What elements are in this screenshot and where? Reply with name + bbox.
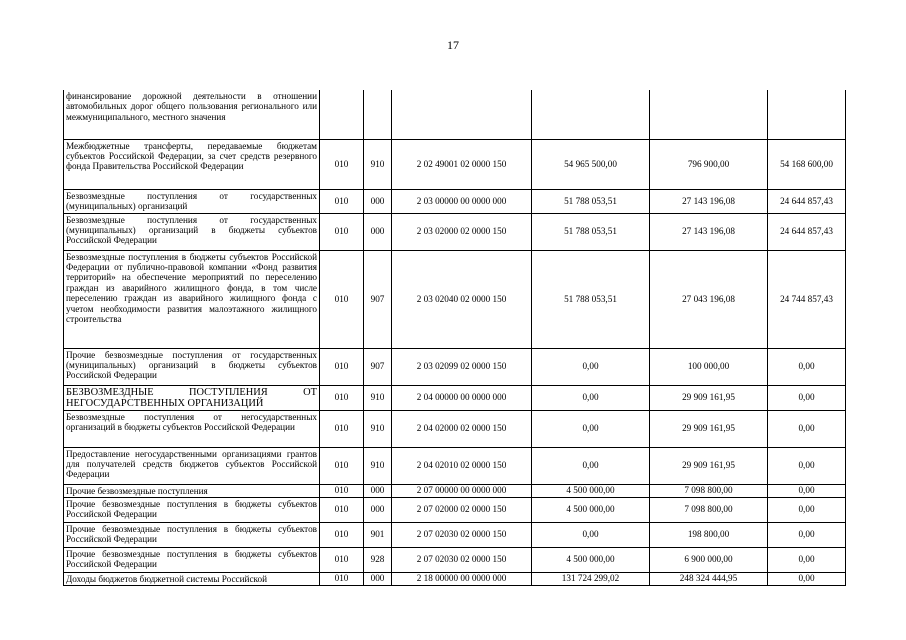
row-value-3: 0,00 xyxy=(768,447,846,484)
row-value-1: 0,00 xyxy=(532,385,650,410)
row-value-1: 131 724 299,02 xyxy=(532,572,650,585)
row-value-3: 0,00 xyxy=(768,547,846,572)
row-value-3: 0,00 xyxy=(768,572,846,585)
row-admin xyxy=(364,90,392,139)
row-kbk: 2 07 00000 00 0000 000 xyxy=(392,484,532,497)
table-row xyxy=(64,189,846,213)
page-number: 17 xyxy=(447,38,459,52)
table-row xyxy=(64,484,846,497)
row-value-3: 0,00 xyxy=(768,484,846,497)
row-code: 010 xyxy=(320,522,364,547)
row-code: 010 xyxy=(320,547,364,572)
table-row xyxy=(64,497,846,522)
row-value-3: 0,00 xyxy=(768,522,846,547)
row-kbk: 2 04 02000 02 0000 150 xyxy=(392,410,532,447)
row-value-1: 4 500 000,00 xyxy=(532,497,650,522)
row-name: Доходы бюджетов бюджетной системы Российской xyxy=(64,572,320,585)
row-admin: 928 xyxy=(364,547,392,572)
row-kbk: 2 07 02030 02 0000 150 xyxy=(392,547,532,572)
row-kbk: 2 07 02000 02 0000 150 xyxy=(392,497,532,522)
row-value-2: 248 324 444,95 xyxy=(650,572,768,585)
row-value-2: 27 143 196,08 xyxy=(650,213,768,250)
row-name: финансирование дорожной деятельности в отношении автомобильных дорог общего пользования регионального или межмуниципального, местного значения xyxy=(64,90,320,139)
table-row xyxy=(64,447,846,484)
row-admin: 910 xyxy=(364,139,392,189)
row-value-3: 0,00 xyxy=(768,348,846,385)
row-admin: 000 xyxy=(364,213,392,250)
row-value-2: 7 098 800,00 xyxy=(650,497,768,522)
row-value-3: 0,00 xyxy=(768,497,846,522)
row-code: 010 xyxy=(320,410,364,447)
row-name: Безвозмездные поступления от государственных (муниципальных) организаций xyxy=(64,189,320,213)
row-value-2: 29 909 161,95 xyxy=(650,410,768,447)
row-value-2: 7 098 800,00 xyxy=(650,484,768,497)
row-kbk: 2 18 00000 00 0000 000 xyxy=(392,572,532,585)
row-name: Предоставление негосударственными организациями грантов для получателей средств бюджетов субъектов Российской Федерации xyxy=(64,447,320,484)
row-kbk: 2 04 02010 02 0000 150 xyxy=(392,447,532,484)
row-value-1: 4 500 000,00 xyxy=(532,547,650,572)
row-admin: 910 xyxy=(364,447,392,484)
row-value-2: 29 909 161,95 xyxy=(650,385,768,410)
row-name: Безвозмездные поступления от государственных (муниципальных) организаций в бюджеты субъектов Российской Федерации xyxy=(64,213,320,250)
row-value-2: 6 900 000,00 xyxy=(650,547,768,572)
row-admin: 907 xyxy=(364,348,392,385)
row-code: 010 xyxy=(320,139,364,189)
row-admin: 901 xyxy=(364,522,392,547)
row-kbk xyxy=(392,90,532,139)
row-value-1: 51 788 053,51 xyxy=(532,213,650,250)
row-value-1: 0,00 xyxy=(532,522,650,547)
row-admin: 000 xyxy=(364,497,392,522)
row-admin: 910 xyxy=(364,410,392,447)
row-value-1: 0,00 xyxy=(532,447,650,484)
table-row xyxy=(64,90,846,139)
row-value-1: 51 788 053,51 xyxy=(532,189,650,213)
table-row xyxy=(64,410,846,447)
row-kbk: 2 07 02030 02 0000 150 xyxy=(392,522,532,547)
row-value-1: 0,00 xyxy=(532,348,650,385)
row-name: Прочие безвозмездные поступления в бюджеты субъектов Российской Федерации xyxy=(64,497,320,522)
row-code: 010 xyxy=(320,189,364,213)
table-row xyxy=(64,522,846,547)
row-kbk: 2 02 49001 02 0000 150 xyxy=(392,139,532,189)
row-value-3: 54 168 600,00 xyxy=(768,139,846,189)
row-code: 010 xyxy=(320,447,364,484)
row-kbk: 2 03 00000 00 0000 000 xyxy=(392,189,532,213)
row-name: Прочие безвозмездные поступления в бюджеты субъектов Российской Федерации xyxy=(64,522,320,547)
row-value-3: 24 644 857,43 xyxy=(768,213,846,250)
row-admin: 000 xyxy=(364,484,392,497)
row-code: 010 xyxy=(320,348,364,385)
row-code: 010 xyxy=(320,484,364,497)
table-row xyxy=(64,348,846,385)
row-name: Безвозмездные поступления в бюджеты субъектов Российской Федерации от публично-правовой компании «Фонд развития территорий» на обеспечение мероприятий по переселению граждан из аварийного жилищного фонда, в том числе переселению граждан из аварийного жилищного фонда с учетом необходимости развития малоэтажного жилищного строительства xyxy=(64,250,320,348)
row-code: 010 xyxy=(320,572,364,585)
row-code: 010 xyxy=(320,497,364,522)
row-name: Прочие безвозмездные поступления xyxy=(64,484,320,497)
row-code: 010 xyxy=(320,385,364,410)
row-name: Безвозмездные поступления от негосударственных организаций в бюджеты субъектов Российской Федерации xyxy=(64,410,320,447)
row-value-2: 27 043 196,08 xyxy=(650,250,768,348)
row-kbk: 2 04 00000 00 0000 000 xyxy=(392,385,532,410)
row-value-3: 24 644 857,43 xyxy=(768,189,846,213)
row-value-1: 54 965 500,00 xyxy=(532,139,650,189)
row-admin: 000 xyxy=(364,572,392,585)
row-value-1 xyxy=(532,90,650,139)
row-kbk: 2 03 02099 02 0000 150 xyxy=(392,348,532,385)
table-row xyxy=(64,547,846,572)
row-admin: 907 xyxy=(364,250,392,348)
table-row xyxy=(64,139,846,189)
row-name: БЕЗВОЗМЕЗДНЫЕ ПОСТУПЛЕНИЯ ОТ НЕГОСУДАРСТВЕННЫХ ОРГАНИЗАЦИЙ xyxy=(64,385,320,410)
table-row xyxy=(64,213,846,250)
table-row xyxy=(64,385,846,410)
row-kbk: 2 03 02000 02 0000 150 xyxy=(392,213,532,250)
table-row xyxy=(64,250,846,348)
row-value-1: 51 788 053,51 xyxy=(532,250,650,348)
row-value-2: 29 909 161,95 xyxy=(650,447,768,484)
row-value-2 xyxy=(650,90,768,139)
row-value-3: 0,00 xyxy=(768,410,846,447)
budget-table-body xyxy=(64,90,846,585)
row-value-3 xyxy=(768,90,846,139)
row-value-3: 0,00 xyxy=(768,385,846,410)
row-admin: 910 xyxy=(364,385,392,410)
row-name: Прочие безвозмездные поступления в бюджеты субъектов Российской Федерации xyxy=(64,547,320,572)
row-value-2: 100 000,00 xyxy=(650,348,768,385)
row-value-1: 0,00 xyxy=(532,410,650,447)
row-code: 010 xyxy=(320,213,364,250)
row-value-1: 4 500 000,00 xyxy=(532,484,650,497)
row-name: Прочие безвозмездные поступления от государственных (муниципальных) организаций в бюджеты субъектов Российской Федерации xyxy=(64,348,320,385)
row-value-2: 796 900,00 xyxy=(650,139,768,189)
row-value-2: 27 143 196,08 xyxy=(650,189,768,213)
row-code xyxy=(320,90,364,139)
row-value-2: 198 800,00 xyxy=(650,522,768,547)
row-admin: 000 xyxy=(364,189,392,213)
budget-table xyxy=(63,90,846,586)
row-kbk: 2 03 02040 02 0000 150 xyxy=(392,250,532,348)
row-code: 010 xyxy=(320,250,364,348)
table-row xyxy=(64,572,846,585)
row-name: Межбюджетные трансферты, передаваемые бюджетам субъектов Российской Федерации, за счет средств резервного фонда Правительства Российской Федерации xyxy=(64,139,320,189)
row-value-3: 24 744 857,43 xyxy=(768,250,846,348)
